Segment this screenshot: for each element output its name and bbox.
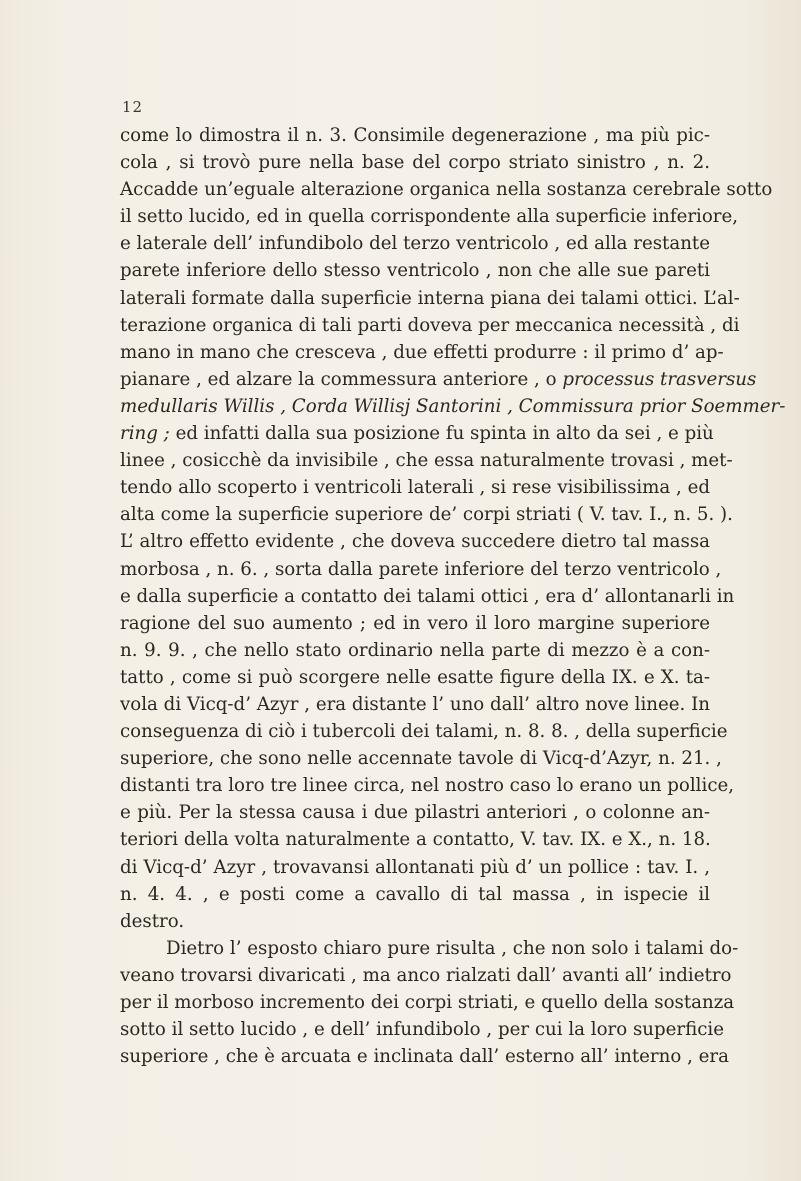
text-line xyxy=(120,393,786,420)
text-segment: come lo dimostra il n. 3. Consimile degenerazione , ma più pic- xyxy=(120,125,710,146)
text-segment: sotto il setto lucido , e dell’ infundibolo , per cui la loro superficie xyxy=(120,1019,725,1041)
text-segment: superiore, che sono nelle accennate tavole di Vicq-d’Azyr, n. 21. , xyxy=(120,748,722,770)
text-segment: terazione organica di tali parti doveva per meccanica necessità , di xyxy=(120,314,740,336)
text-line xyxy=(120,962,732,989)
text-line xyxy=(120,854,710,881)
text-line xyxy=(120,203,739,230)
text-segment: destro. xyxy=(120,910,185,932)
text-line xyxy=(120,908,710,935)
text-segment: parete inferiore dello stesso ventricolo , non che alle sue pareti xyxy=(120,260,710,282)
text-segment: n. 9. 9. , che nello stato ordinario nella parte di mezzo è a con- xyxy=(120,639,710,661)
text-line xyxy=(120,257,710,284)
text-segment: alta come la superficie superiore de’ corpi striati ( V. tav. I., n. 5. ). xyxy=(120,504,733,526)
text-line xyxy=(120,474,710,501)
text-segment: cola , si trovò pure nella base del corpo striato sinistro , n. 2. xyxy=(120,152,710,174)
text-segment: il setto lucido, ed in quella corrispondente alla superficie inferiore, xyxy=(120,206,739,228)
text-line xyxy=(120,176,773,203)
text-segment: di Vicq-d’ Azyr , trovavansi allontanati più d’ un pollice : tav. I. , xyxy=(120,856,710,878)
text-line xyxy=(120,339,724,366)
text-line xyxy=(120,772,735,799)
text-line xyxy=(120,664,710,691)
page-number: 12 xyxy=(122,98,144,116)
text-segment: distanti tra loro tre linee circa, nel nostro caso lo erano un pollice, xyxy=(120,775,735,797)
text-line xyxy=(120,230,710,257)
text-line xyxy=(120,1016,725,1043)
text-line xyxy=(120,583,735,610)
body-text xyxy=(120,122,786,1070)
text-line xyxy=(120,149,710,176)
text-line xyxy=(120,501,733,528)
text-segment: veano trovarsi divaricati , ma anco rialzati dall’ avanti all’ indietro xyxy=(120,964,732,986)
italic-segment: medullaris Willis , Corda Willisj Santorini , Commissura prior Soemmer- xyxy=(120,395,786,417)
text-line xyxy=(120,447,733,474)
text-segment: superiore , che è arcuata e inclinata dall’ esterno all’ interno , era xyxy=(120,1046,729,1068)
text-line xyxy=(120,528,710,555)
text-line xyxy=(120,881,710,908)
text-line xyxy=(120,1043,729,1070)
text-line xyxy=(120,935,739,962)
text-segment: teriori della volta naturalmente a contatto, V. tav. IX. e X., n. 18. xyxy=(120,829,711,851)
text-segment: e dalla superficie a contatto dei talami ottici , era d’ allontanarli in xyxy=(120,585,735,607)
text-segment: ragione del suo aumento ; ed in vero il loro margine superiore xyxy=(120,612,710,634)
text-line xyxy=(120,989,735,1016)
text-segment: e più. Per la stessa causa i due pilastri anteriori , o colonne an- xyxy=(120,802,710,824)
text-line xyxy=(120,610,710,637)
text-segment: mano in mano che cresceva , due effetti produrre : il primo d’ ap- xyxy=(120,341,724,363)
text-segment: Accadde un’eguale alterazione organica nella sostanza cerebrale sotto xyxy=(120,179,773,201)
text-line xyxy=(120,718,728,745)
text-segment: per il morboso incremento dei corpi striati, e quello della sostanza xyxy=(120,992,735,1013)
text-segment: pianare , ed alzare la commessura anteriore , o xyxy=(120,368,563,390)
text-segment: tendo allo scoperto i ventricoli laterali , si rese visibilissima , ed xyxy=(120,477,710,499)
text-segment: morbosa , n. 6. , sorta dalla parete inferiore del terzo ventricolo , xyxy=(120,558,722,580)
text-line xyxy=(120,745,722,772)
text-segment: n. 4. 4. , e posti come a cavallo di tal massa , in ispecie il xyxy=(120,883,710,905)
text-segment: Dietro l’ esposto chiaro pure risulta , che non solo i talami do- xyxy=(166,937,739,959)
text-segment: tatto , come si può scorgere nelle esatte figure della IX. e X. ta- xyxy=(120,666,710,688)
text-segment: e laterale dell’ infundibolo del terzo ventricolo , ed alla restante xyxy=(120,233,710,255)
text-line xyxy=(120,122,710,149)
text-line xyxy=(120,285,740,312)
italic-segment: processus trasversus xyxy=(562,368,757,390)
text-line xyxy=(120,637,710,664)
text-segment: vola di Vicq-d’ Azyr , era distante l’ uno dall’ altro nove linee. In xyxy=(120,693,710,715)
text-segment: L’ altro effetto evidente , che doveva succedere dietro tal massa xyxy=(120,531,710,553)
italic-segment: ring ; xyxy=(120,423,170,445)
text-line xyxy=(120,691,710,718)
text-segment: conseguenza di ciò i tubercoli dei talami, n. 8. 8. , della superficie xyxy=(120,721,728,743)
text-segment: ed infatti dalla sua posizione fu spinta in alto da sei , e più xyxy=(169,423,714,445)
text-line xyxy=(120,312,740,339)
text-line xyxy=(120,826,710,853)
text-line xyxy=(120,366,757,393)
text-segment: linee , cosicchè da invisibile , che essa naturalmente trovasi , met- xyxy=(120,450,733,472)
text-line xyxy=(120,799,710,826)
text-line xyxy=(120,556,722,583)
text-segment: laterali formate dalla superficie interna piana dei talami ottici. L’al- xyxy=(120,287,740,309)
text-line xyxy=(120,420,714,447)
